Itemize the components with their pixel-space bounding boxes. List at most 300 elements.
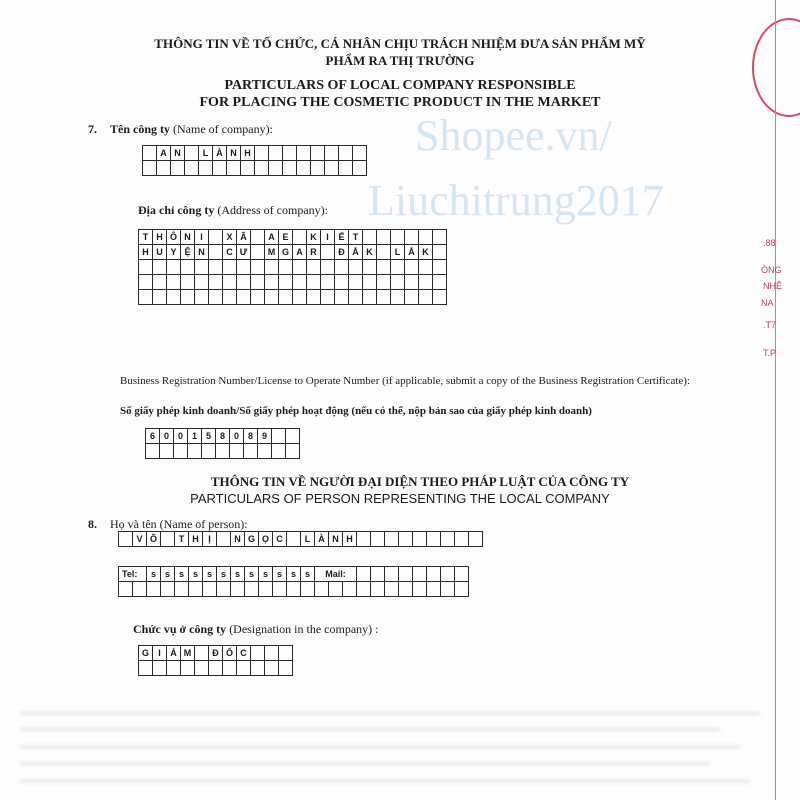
grid-cell [231, 582, 245, 597]
stamp-fragment: NHỆ [763, 281, 783, 291]
address-cell: H [153, 230, 167, 245]
person-name-cell: V [133, 532, 147, 547]
company-name-cell [143, 146, 157, 161]
grid-cell [237, 661, 251, 676]
address-cell [405, 230, 419, 245]
grid-cell [203, 582, 217, 597]
brn-digit-cell: 0 [160, 429, 174, 444]
stamp-fragment: .T7 [763, 320, 777, 330]
grid-cell [335, 275, 349, 290]
company-name-cell: H [241, 146, 255, 161]
company-name-cell [269, 146, 283, 161]
grid-cell [441, 567, 455, 582]
address-cell [433, 230, 447, 245]
grid-cell [269, 161, 283, 176]
grid-cell [293, 260, 307, 275]
grid-cell [272, 444, 286, 459]
header-vn-line1: THÔNG TIN VỀ TỔ CHỨC, CÁ NHÂN CHỊU TRÁCH NHIỆM ĐƯA SẢN PHẨM MỸ [154, 36, 646, 51]
company-name-cell [325, 146, 339, 161]
tel-digit-cell: s [259, 567, 273, 582]
person-name-cell [217, 532, 231, 547]
person-name-label [110, 517, 248, 532]
grid-cell [385, 567, 399, 582]
address-row-empty [139, 275, 447, 290]
grid-cell [185, 161, 199, 176]
grid-cell [279, 290, 293, 305]
company-name-row [143, 146, 367, 161]
address-row-empty [139, 290, 447, 305]
designation-cell [279, 646, 293, 661]
address-cell: Ã [237, 230, 251, 245]
mail-label: Mail: [315, 567, 357, 582]
grid-cell [161, 582, 175, 597]
grid-cell [265, 260, 279, 275]
company-name-cell: À [213, 146, 227, 161]
grid-cell [349, 290, 363, 305]
grid-cell [391, 260, 405, 275]
grid-cell [273, 582, 287, 597]
address-cell [293, 230, 307, 245]
grid-cell [357, 582, 371, 597]
grid-cell [399, 582, 413, 597]
address-row-empty [139, 260, 447, 275]
stamp-fragment: NA [761, 298, 774, 308]
contact-row-empty [119, 582, 469, 597]
brn-row-empty [146, 444, 300, 459]
grid-cell [202, 444, 216, 459]
stamp-fragment: ÒNG [761, 265, 782, 275]
address-cell: E [279, 230, 293, 245]
tel-digit-cell: s [245, 567, 259, 582]
grid-cell [167, 661, 181, 676]
grid-cell [216, 444, 230, 459]
address-cell: Ệ [181, 245, 195, 260]
grid-cell [283, 161, 297, 176]
designation-cell: Ố [223, 646, 237, 661]
tel-digit-cell: s [189, 567, 203, 582]
header-en-line1: PARTICULARS OF LOCAL COMPANY RESPONSIBLE [224, 78, 576, 93]
person-name-cell [385, 532, 399, 547]
company-name-cell: L [199, 146, 213, 161]
person-name-label-vn: Họ và tên [110, 517, 157, 531]
grid-cell [160, 444, 174, 459]
address-cell [377, 245, 391, 260]
designation-cell: M [181, 646, 195, 661]
grid-cell [377, 290, 391, 305]
grid-cell [255, 161, 269, 176]
company-name-cell: N [171, 146, 185, 161]
grid-cell [321, 290, 335, 305]
designation-cell [195, 646, 209, 661]
grid-cell [139, 661, 153, 676]
brn-digit-cell: 8 [244, 429, 258, 444]
representative-title-en: PARTICULARS OF PERSON REPRESENTING THE LOCAL COMPANY [190, 491, 610, 506]
address-cell: Ư [237, 245, 251, 260]
grid-cell [427, 582, 441, 597]
person-name-cell [287, 532, 301, 547]
grid-cell [265, 661, 279, 676]
grid-cell [293, 290, 307, 305]
grid-cell [413, 567, 427, 582]
designation-cell: I [153, 646, 167, 661]
grid-cell [195, 260, 209, 275]
grid-cell [223, 275, 237, 290]
brn-label-en: Business Registration Number/License to Operate Number (if applicable, submit a copy of the Business Registration Certificate): [120, 375, 691, 387]
designation-cell [265, 646, 279, 661]
grid-cell [363, 290, 377, 305]
brn-label-vn: Số giấy phép kinh doanh/Số giấy phép hoạt động (nếu có thể, nộp bản sao của giấy phép kinh doanh) [120, 405, 592, 417]
grid-cell [343, 582, 357, 597]
address-cell: A [265, 230, 279, 245]
grid-cell [265, 290, 279, 305]
grid-cell [139, 275, 153, 290]
person-name-cell: À [315, 532, 329, 547]
person-name-cell [119, 532, 133, 547]
address-cell: T [349, 230, 363, 245]
company-name-cell: A [157, 146, 171, 161]
brn-digit-cell: 1 [188, 429, 202, 444]
grid-cell [153, 661, 167, 676]
grid-cell [251, 661, 265, 676]
designation-row [139, 646, 293, 661]
person-name-cell: C [273, 532, 287, 547]
person-name-cell: N [231, 532, 245, 547]
header-vn-line2: PHẨM RA THỊ TRƯỜNG [325, 53, 475, 68]
designation-cell: C [237, 646, 251, 661]
grid-cell [405, 260, 419, 275]
company-name-cell [255, 146, 269, 161]
address-cell: K [419, 245, 433, 260]
grid-cell [143, 161, 157, 176]
page-edge-line [775, 0, 776, 800]
grid-cell [227, 161, 241, 176]
grid-cell [147, 582, 161, 597]
grid-cell [195, 275, 209, 290]
grid-cell [251, 275, 265, 290]
grid-cell [167, 290, 181, 305]
grid-cell [133, 582, 147, 597]
grid-cell [385, 582, 399, 597]
address-cell: N [195, 245, 209, 260]
grid-cell [307, 260, 321, 275]
grid-cell [237, 260, 251, 275]
address-cell [209, 230, 223, 245]
grid-cell [405, 275, 419, 290]
grid-cell [311, 161, 325, 176]
grid-cell [199, 161, 213, 176]
grid-cell [241, 161, 255, 176]
person-name-cell [357, 532, 371, 547]
grid-cell [349, 275, 363, 290]
grid-cell [433, 275, 447, 290]
person-name-cell: G [245, 532, 259, 547]
grid-cell [321, 260, 335, 275]
grid-cell [209, 260, 223, 275]
company-name-row-empty [143, 161, 367, 176]
brn-digit-cell: 5 [202, 429, 216, 444]
address-cell: X [223, 230, 237, 245]
person-name-cell: Ị [203, 532, 217, 547]
address-cell: Y [167, 245, 181, 260]
address-cell [433, 245, 447, 260]
grid-cell [174, 444, 188, 459]
grid-cell [189, 582, 203, 597]
person-name-cell: N [329, 532, 343, 547]
header-en-line2: FOR PLACING THE COSMETIC PRODUCT IN THE MARKET [199, 95, 601, 110]
address-cell [209, 245, 223, 260]
address-cell: U [153, 245, 167, 260]
grid-cell [427, 567, 441, 582]
address-grid [138, 229, 447, 305]
grid-cell [244, 444, 258, 459]
person-name-cell: Õ [147, 532, 161, 547]
section-8-number: 8. [88, 517, 97, 531]
representative-title-vn: THÔNG TIN VỀ NGƯỜI ĐẠI DIỆN THEO PHÁP LUẬT CỦA CÔNG TY [210, 474, 630, 489]
brn-row [146, 429, 300, 444]
company-name-cell: N [227, 146, 241, 161]
grid-cell [119, 582, 133, 597]
person-name-cell [455, 532, 469, 547]
grid-cell [363, 260, 377, 275]
grid-cell [357, 567, 371, 582]
grid-cell [335, 260, 349, 275]
address-cell: K [307, 230, 321, 245]
person-name-cell [371, 532, 385, 547]
grid-cell [455, 567, 469, 582]
stamp-fragment: .88 [763, 238, 776, 248]
address-cell: T [139, 230, 153, 245]
address-cell: I [321, 230, 335, 245]
designation-cell [251, 646, 265, 661]
grid-cell [157, 161, 171, 176]
person-name-cell: T [175, 532, 189, 547]
address-cell: R [307, 245, 321, 260]
address-cell: K [363, 245, 377, 260]
address-cell: N [181, 230, 195, 245]
grid-cell [419, 260, 433, 275]
tel-digit-cell: s [175, 567, 189, 582]
grid-cell [405, 290, 419, 305]
company-name-cell [339, 146, 353, 161]
company-name-cell [311, 146, 325, 161]
grid-cell [139, 290, 153, 305]
grid-cell [286, 444, 300, 459]
grid-cell [251, 290, 265, 305]
person-name-cell [469, 532, 483, 547]
company-name-cell [283, 146, 297, 161]
address-cell: Ô [167, 230, 181, 245]
grid-cell [279, 260, 293, 275]
address-cell: C [223, 245, 237, 260]
designation-label-en: (Designation in the company) : [229, 622, 379, 636]
grid-cell [153, 275, 167, 290]
grid-cell [195, 290, 209, 305]
grid-cell [209, 290, 223, 305]
person-name-cell: H [189, 532, 203, 547]
grid-cell [321, 275, 335, 290]
grid-cell [223, 260, 237, 275]
person-name-cell: Ọ [259, 532, 273, 547]
person-name-label-en: (Name of person): [159, 517, 248, 531]
company-name-grid [142, 145, 367, 176]
grid-cell [325, 161, 339, 176]
grid-cell [301, 582, 315, 597]
grid-cell [139, 260, 153, 275]
address-cell: G [279, 245, 293, 260]
stamp-fragment: T.P [763, 348, 777, 358]
grid-cell [223, 290, 237, 305]
grid-cell [329, 582, 343, 597]
contact-grid [118, 566, 469, 597]
grid-cell [391, 290, 405, 305]
tel-digit-cell: s [203, 567, 217, 582]
grid-cell [433, 290, 447, 305]
grid-cell [307, 275, 321, 290]
tel-digit-cell: s [217, 567, 231, 582]
address-cell: Ế [335, 230, 349, 245]
address-cell [251, 230, 265, 245]
company-name-label-en: (Name of company): [173, 122, 273, 136]
address-cell: Ắ [349, 245, 363, 260]
blurred-text-line [20, 780, 750, 783]
grid-cell [419, 290, 433, 305]
grid-cell [433, 260, 447, 275]
address-cell: H [139, 245, 153, 260]
grid-cell [349, 260, 363, 275]
address-cell: Ắ [405, 245, 419, 260]
grid-cell [188, 444, 202, 459]
grid-cell [371, 582, 385, 597]
company-name-cell [185, 146, 199, 161]
grid-cell [377, 260, 391, 275]
address-cell: L [391, 245, 405, 260]
grid-cell [153, 260, 167, 275]
grid-cell [195, 661, 209, 676]
blurred-text-line [20, 728, 720, 731]
address-cell [363, 230, 377, 245]
grid-cell [245, 582, 259, 597]
tel-digit-cell: s [273, 567, 287, 582]
brn-digit-cell: 0 [230, 429, 244, 444]
grid-cell [377, 275, 391, 290]
grid-cell [259, 582, 273, 597]
grid-cell [293, 275, 307, 290]
address-row [139, 245, 447, 260]
company-name-cell [297, 146, 311, 161]
person-name-cell [441, 532, 455, 547]
address-cell [251, 245, 265, 260]
grid-cell [213, 161, 227, 176]
grid-cell [455, 582, 469, 597]
grid-cell [279, 275, 293, 290]
person-name-cell [161, 532, 175, 547]
blurred-text-line [20, 745, 740, 748]
grid-cell [153, 290, 167, 305]
watermark-line2: Liuchitrung2017 [368, 176, 664, 225]
company-name-label-vn: Tên công ty [110, 122, 170, 136]
tel-digit-cell: s [301, 567, 315, 582]
address-cell [391, 230, 405, 245]
grid-cell [413, 582, 427, 597]
grid-cell [335, 290, 349, 305]
designation-label-vn: Chức vụ ở công ty [133, 622, 227, 636]
address-cell: A [293, 245, 307, 260]
grid-cell [146, 444, 160, 459]
designation-cell: G [139, 646, 153, 661]
company-name-cell [353, 146, 367, 161]
grid-cell [167, 260, 181, 275]
person-name-grid [118, 531, 483, 547]
person-name-cell [427, 532, 441, 547]
address-label-vn: Địa chỉ công ty [138, 203, 215, 217]
watermark-line1: Shopee.vn/ [415, 111, 612, 160]
brn-grid [145, 428, 300, 459]
grid-cell [441, 582, 455, 597]
designation-cell: Đ [209, 646, 223, 661]
designation-row-empty [139, 661, 293, 676]
company-name-label [110, 122, 273, 137]
address-cell: I [195, 230, 209, 245]
grid-cell [209, 661, 223, 676]
designation-cell: Á [167, 646, 181, 661]
brn-digit-cell: 9 [258, 429, 272, 444]
grid-cell [230, 444, 244, 459]
address-cell: M [265, 245, 279, 260]
address-cell [419, 230, 433, 245]
address-row [139, 230, 447, 245]
tel-digit-cell: s [147, 567, 161, 582]
person-name-cell [413, 532, 427, 547]
grid-cell [353, 161, 367, 176]
grid-cell [237, 290, 251, 305]
grid-cell [265, 275, 279, 290]
tel-digit-cell: s [161, 567, 175, 582]
grid-cell [315, 582, 329, 597]
grid-cell [287, 582, 301, 597]
grid-cell [181, 260, 195, 275]
contact-row [119, 567, 469, 582]
grid-cell [223, 661, 237, 676]
section-7-number: 7. [88, 122, 97, 136]
person-name-cell [399, 532, 413, 547]
grid-cell [363, 275, 377, 290]
designation-label [133, 622, 378, 637]
address-cell: Đ [335, 245, 349, 260]
grid-cell [399, 567, 413, 582]
blurred-text-line [20, 762, 710, 765]
person-name-cell: H [343, 532, 357, 547]
person-name-cell: L [301, 532, 315, 547]
address-cell [321, 245, 335, 260]
grid-cell [175, 582, 189, 597]
grid-cell [209, 275, 223, 290]
tel-digit-cell: s [231, 567, 245, 582]
grid-cell [279, 661, 293, 676]
designation-grid [138, 645, 293, 676]
grid-cell [171, 161, 185, 176]
brn-digit-cell: 0 [174, 429, 188, 444]
grid-cell [251, 260, 265, 275]
grid-cell [181, 290, 195, 305]
tel-digit-cell: s [287, 567, 301, 582]
grid-cell [237, 275, 251, 290]
grid-cell [258, 444, 272, 459]
brn-digit-cell: 6 [146, 429, 160, 444]
grid-cell [297, 161, 311, 176]
grid-cell [371, 567, 385, 582]
brn-digit-cell [272, 429, 286, 444]
grid-cell [167, 275, 181, 290]
